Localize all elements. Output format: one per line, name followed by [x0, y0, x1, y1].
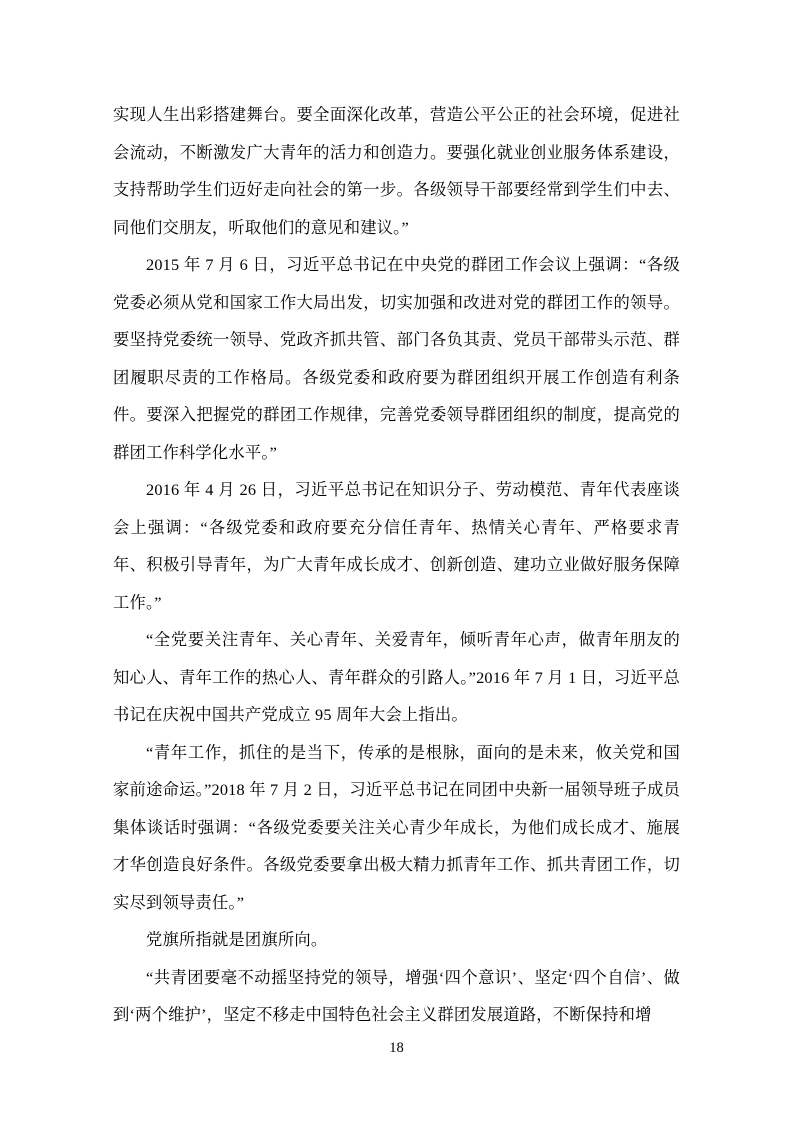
paragraph: 实现人生出彩搭建舞台。要全面深化改革，营造公平公正的社会环境，促进社会流动，不断激发广大青年的活力和创造力。要强化就业创业服务体系建设，支持帮助学生们迈好走向社会的第一步。各级领导干部要经常到学生们中去、同他们交朋友，听取他们的意见和建议。” — [113, 105, 680, 237]
paragraph: 2016 年 4 月 26 日，习近平总书记在知识分子、劳动模范、青年代表座谈会上强调：“各级党委和政府要充分信任青年、热情关心青年、严格要求青年、积极引导青年，为广大青年成长成才、创新创造、建功立业做好服务保障工作。” — [113, 480, 680, 612]
page-number: 18 — [389, 1040, 404, 1056]
paragraph: 党旗所指就是团旗所向。 — [146, 930, 328, 949]
paragraph: “全党要关注青年、关心青年、关爱青年，倾听青年心声，做青年朋友的知心人、青年工作的热心人、青年群众的引路人。”2016 年 7 月 1 日，习近平总书记在庆祝中国共产党成立 95 周年大会上指出。 — [113, 630, 680, 724]
paragraph: “青年工作，抓住的是当下，传承的是根脉，面向的是未来，攸关党和国家前途命运。”2018 年 7 月 2 日，习近平总书记在同团中央新一届领导班子成员集体谈话时强调：“各级党委要关注关心青少年成长，为他们成长成才、施展才华创造良好条件。各级党委要拿出极大精力抓青年工作、抓共青团工作，切实尽到领导责任。” — [113, 742, 680, 912]
page-body-text — [113, 96, 680, 1034]
paragraph: “共青团要毫不动摇坚持党的领导，增强‘四个意识’、坚定‘四个自信’、做到‘两个维护’，坚定不移走中国特色社会主义群团发展道路，不断保持和增 — [113, 967, 680, 1024]
paragraph: 2015 年 7 月 6 日，习近平总书记在中央党的群团工作会议上强调：“各级党委必须从党和国家工作大局出发，切实加强和改进对党的群团工作的领导。要坚持党委统一领导、党政齐抓共管、部门各负其责、党员干部带头示范、群团履职尽责的工作格局。各级党委和政府要为群团组织开展工作创造有利条件。要深入把握党的群团工作规律，完善党委领导群团组织的制度，提高党的群团工作科学化水平。” — [113, 255, 680, 462]
